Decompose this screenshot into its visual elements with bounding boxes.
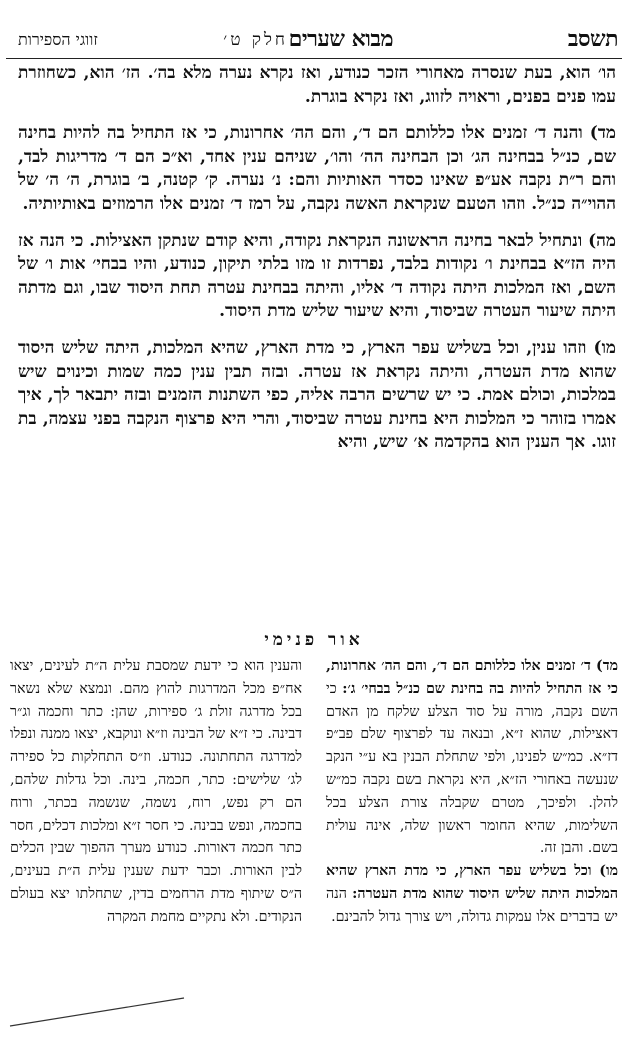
commentary-body: כי השם נקבה, מורה על סוד הצלע שלקח מן האדם דאצילות, שהוא ז״א, ובנאה עד לפרצוף שלם פב״פ דז״א. כמ״ש לפנינו, ולפי שתחלת הבנין בא ע״י הנקב שנעשה באחורי הז״א, היא נקראת בשם נקבה כמ״ש להלן. ולפיכך, מטרם שקבלה צורת הצלע בכל השלימות, שהיא החומר ראשון שלה, אינה עולית בשם. והבן זה. [326, 680, 618, 857]
commentary-right-column [326, 655, 618, 929]
commentary-entry [326, 655, 618, 860]
commentary-title: אור פנימי [264, 630, 364, 650]
header-year: תשסב [567, 26, 618, 52]
header-divider [6, 58, 622, 59]
main-text [18, 62, 616, 468]
running-header [0, 10, 628, 54]
header-part: חלק ט׳ [223, 30, 288, 50]
header-title: מבוא שערים [288, 26, 393, 52]
commentary-left-column [10, 655, 302, 929]
commentary-body: והענין הוא כי ידעת שמסבת עלית ה״ת לעינים, יצאו אח״פ מכל המדרגות להוץ מהם. ונמצא שלא נשאר בכל מדרגה זולת ג׳ ספירות, שהן: כתר וחכמה וג״ר דבינה. כי ז״א של הבינה וז״א ונוקבא, יצאו ממנה ונפלו למדרגה התחתונה. כנודע. וז״ס התחלקות כל ספירה לג׳ שלישים: כתר, חכמה, בינה. וכל גדלות שלהם, הם רק נפש, רוח, נשמה, שנשמה בכתר, ורוח בחכמה, ונפש בבינה. כי חסר ז״א ומלכות דכלים, חסר כתר חכמה דאורות. כנודע מערך ההפוך שבין הכלים לבין האורות. וכבר ידעת שענין עלית ה״ת בעינים, ה״ס שיתוף מדת הרחמים בדין, שתחלתו יצא בעולם הנקודים. ולא נתקיים מחמת המקרה [10, 658, 302, 925]
commentary-entry [326, 860, 618, 928]
main-paragraph: הו׳ הוא, בעת שנסרה מאחורי הזכר כנודע, ואז נקרא נערה מלא בה׳. הז׳ הוא, כשחוזרת עמו פנים בפנים, וראויה לזווג, ואז נקרא בוגרת. [18, 63, 617, 107]
commentary-lead: מד) ד׳ זמנים אלו כללותם הם ד׳, והם הה׳ אחרונות, כי אז התחיל להיות בה בחינת שם כנ״ל בבחי׳ ג׳: [326, 658, 618, 697]
main-paragraph: מה) ונתחיל לבאר בחינה הראשונה הנקראת נקודה, והיא קודם שנתקן האצילות. כי הנה אז היה הז״א בבחינת ו׳ נקודות בלבד, נפרדות זו מזו בלתי תיקון, כנודע, והיו בבחי׳ אות ו׳ של השם, ואז המלכות היתה נקודה ד׳ אליו, והיתה בבחינת עטרה תחת היסוד שבו, וגם מדתה היתה שיעור העטרה שביסוד, והיא שיעור שליש מדת היסוד. [18, 230, 616, 322]
pen-underline-mark [8, 990, 188, 1030]
main-paragraph: מד) והנה ד׳ זמנים אלו כללותם הם ד׳, והם הה׳ אחרונות, כי אז התחיל בה להיות בחינה שם, כנ״ל בבחינה הג׳ וכן הבחינה הה׳ והו׳, שניהם ענין אחד, וא״כ הם ד׳ מדריגות לבד, והם ר״ת נקבה אע״פ שאינו כסדר האותיות והם: נ׳ נערה. ק׳ קטנה, ב׳ בוגרת, ה׳ ה׳ של ההוי״ה כנ״ל. וזהו הטעם שנקראת האשה נקבה, על רמז ד׳ זמנים אלו הרמוזים באותיותיה. [18, 123, 616, 214]
commentary-body: הנה יש בדברים אלו עמקות גדולה, ויש צורך גדול להבינם. [326, 885, 618, 925]
main-paragraph: מו) וזהו ענין, וכל בשליש עפר הארץ, כי מדת הארץ, שהיא המלכות, היתה שליש היסוד שהוא מדת העטרה, והיתה נקראת אז עטרה. ובזה תבין ענין כמה שמות וכינוים שיש במלכות, וכולם אמת. כי יש שרשים הרבה אליה, כפי השתנות הזמנים ובזה יתבאר לך, איך אמרו בזוהר כי המלכות היא בחינת עטרה שביסוד, והרי היא פרצוף הנקבה בפני עצמה, בת זוגו. אך הענין הוא בהקדמה א׳ שיש, והיא [18, 337, 616, 453]
commentary-lead: מו) וכל בשליש עפר הארץ, כי מדת הארץ שהיא המלכות היתה שליש היסוד שהוא מדת העטרה: [326, 863, 619, 902]
header-subtitle: זווגי הספירות [18, 30, 98, 49]
